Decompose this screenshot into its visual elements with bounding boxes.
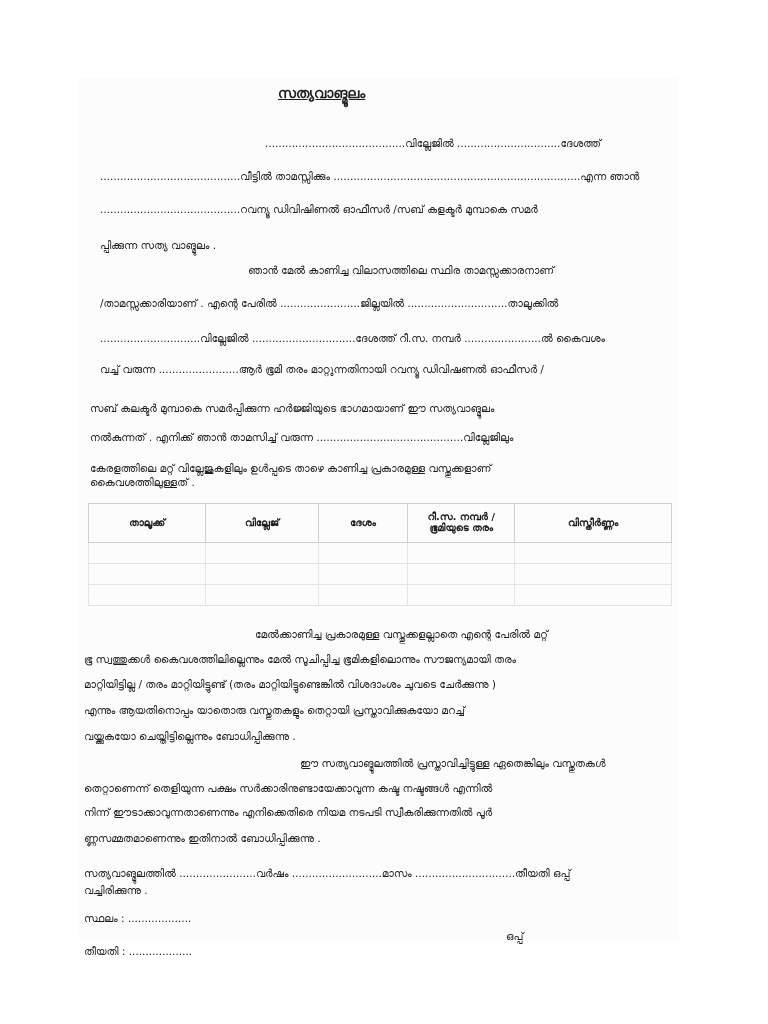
table-cell [89, 585, 206, 606]
liability-line: തെറ്റാണെന്ന് തെളിയുന്ന പക്ഷം സർക്കാരിനുണ്ടായേക്കാവുന്ന കഷ്ട നഷ്ടങ്ങൾ എന്നിൽ [84, 783, 493, 795]
column-header: ദേശം [318, 504, 408, 543]
declaration-line: വയ്ക്കുകയോ ചെയ്തിട്ടില്ലെന്നും ബോധിപ്പിക്കുന്നു . [84, 731, 296, 743]
table-row [89, 564, 672, 585]
table-header-row [89, 504, 672, 543]
table-cell [206, 564, 318, 585]
table-cell [408, 585, 515, 606]
declaration-line: ഭൂ സ്വത്തുക്കൾ കൈവശത്തിലില്ലെന്നും മേൽ സൂചിപ്പിച്ച ഭൂമികളിലൊന്നും സൗജന്യമായി തരം [84, 654, 517, 666]
liability-line: ഈ സത്യവാങ്മൂലത്തിൽ പ്രസ്താവിച്ചിട്ടുള്ള ഏതെങ്കിലും വസ്തുതകൾ [300, 758, 606, 770]
table-cell [515, 543, 672, 564]
table-cell [408, 564, 515, 585]
column-header: റീ.സ. നമ്പർ / ഭൂമിയുടെ തരം [408, 504, 515, 543]
declaration-line: മാറ്റിയിട്ടില്ല / തരം മാറ്റിയിട്ടുണ്ട് (തരം മാറ്റിയിട്ടുണ്ടെങ്കിൽ വിശദാംശം ചുവടെ ചേർക്കുന്നു ) [84, 679, 496, 691]
liability-line: നിന്ന് ഈടാക്കാവുന്നതാണെന്നും എനിക്കെതിരെ നിയമ നടപടി സ്വീകരിക്കുന്നതിൽ പൂർ [84, 807, 493, 819]
column-header: വിസ്തീർണ്ണം [515, 504, 672, 543]
form-line-petition: സബ് കലക്ടർ മുമ്പാകെ സമർപ്പിക്കുന്ന ഹർജ്ജിയുടെ ഭാഗമായാണ് ഈ സത്യവാങ്മൂലം [90, 403, 495, 415]
signature-label: ഒപ്പ് [506, 931, 524, 943]
table-cell [318, 564, 408, 585]
table-cell [515, 585, 672, 606]
liability-line: ണ്ണസമ്മതമാണെന്നും ഇതിനാൽ ബോധിപ്പിക്കുന്നു . [84, 833, 321, 845]
date-field: തീയതി : ................... [84, 946, 193, 958]
form-line-officer: ..........................................റവന്യൂ ഡിവിഷിണൽ ഓഫീസർ /സബ് കളക്ടർ മുമ്പാകെ സമർ [100, 204, 538, 216]
table-cell [318, 543, 408, 564]
column-header: വില്ലേജ് [206, 504, 318, 543]
form-line-village2: നൽകുന്നത് . എനിക്ക് ഞാൻ താമസിച്ച് വരുന്ന ............................................വില്ലേജിലും [90, 432, 514, 444]
document-title: സത്യവാങ്മൂലം [278, 86, 366, 102]
table-cell [515, 564, 672, 585]
signing-date-line: സത്യവാങ്മൂലത്തിൽ .......................വർഷം ...........................മാസം ..............................തീയതി ഒപ്പ് [84, 868, 571, 880]
form-line-resident: ഞാൻ മേൽ കാണിച്ച വിലാസത്തിലെ സ്ഥിര താമസ്സക്കാരനാണ് [248, 265, 555, 277]
form-line-kerala: കേരളത്തിലെ മറ്റ് വില്ലേജുകളിലും ഉൾപ്പടെ താഴെ കാണിച്ച പ്രകാരമുള്ള വസ്തുക്കളാണ് [90, 463, 492, 475]
form-line-district: /താമസ്സക്കാരിയാണ് . എന്റെ പേരിൽ ........................ജില്ലയിൽ ..............................താലൂക്കിൽ [100, 298, 559, 310]
declaration-line: എന്നും ആയതിനൊപ്പം യാതൊരു വസ്തുതകളും തെറ്റായി പ്രസ്താവിക്കുകയോ മറച്ച് [84, 705, 465, 717]
form-line-possession: കൈവശത്തിലുള്ളത് . [90, 477, 195, 489]
table-cell [318, 585, 408, 606]
table-cell [89, 564, 206, 585]
form-line-village: ..........................................വില്ലേജിൽ ...............................ദേശത്ത് [265, 138, 601, 150]
column-header: താലൂക്ക് [89, 504, 206, 543]
form-line-residence: ..........................................വീട്ടിൽ താമസ്സിക്കും ..........................................................................എന്ന ഞാൻ [100, 171, 640, 183]
table-cell [206, 543, 318, 564]
form-line-affidavit: പ്പിക്കുന്ന സത്യ വാങ്മൂലം . [100, 240, 217, 252]
form-line-land: വച്ച് വരുന്ന ........................ആർ ഭൂമി തരം മാറ്റുന്നതിനായി റവന്യൂ ഡിവിഷണൽ ഓഫീസർ / [100, 364, 544, 376]
table-row [89, 585, 672, 606]
signing-date-line-cont: വച്ചിരിക്കുന്നു . [84, 885, 148, 897]
table-cell [89, 543, 206, 564]
declaration-line: മേൽക്കാണിച്ച പ്രകാരമുള്ള വസ്തുക്കളല്ലാതെ എന്റെ പേരിൽ മറ്റ് [255, 629, 548, 641]
place-field: സ്ഥലം : ................... [84, 913, 192, 925]
table-cell [408, 543, 515, 564]
form-line-survey: ..............................വില്ലേജിൽ ...............................ദേശത്ത് റീ.സ. നമ്പർ .......................ൽ കൈവശം [100, 333, 605, 345]
property-table [88, 503, 672, 606]
table-row [89, 543, 672, 564]
table-cell [206, 585, 318, 606]
